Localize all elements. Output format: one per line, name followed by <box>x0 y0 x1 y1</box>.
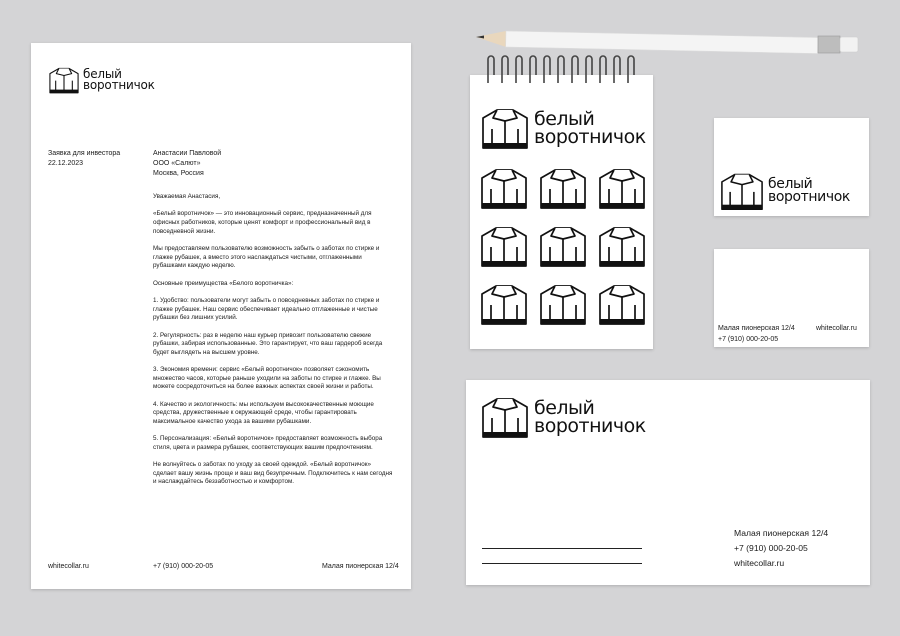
brand-name-line2: воротничок <box>768 189 850 205</box>
shirt-icon <box>597 223 647 269</box>
shirt-icon <box>479 281 529 327</box>
paragraph: 3. Экономия времени: сервис «Белый воротничок» позволяет сэкономить множество часов, которые раньше уходили на заботы по стирке и глажке. Вы можете сосредоточиться на более важных аспектах своей жизни и работы. <box>153 366 381 391</box>
card-address: Малая пионерская 12/4 <box>718 325 795 332</box>
shirt-icon <box>48 65 80 95</box>
address-line-field <box>482 563 642 564</box>
envelope-address: Малая пионерская 12/4 <box>734 528 829 538</box>
shirt-icon <box>538 165 588 211</box>
paragraph: 5. Персонализация: «Белый воротничок» предоставляет возможность выбора стиля, цвета и размера рубашек, соответствующих вашим предпочтениям. <box>153 435 383 451</box>
paragraph: «Белый воротничок» — это инновационный сервис, предназначенный для офисных работников, которые ценят комфорт и профессиональный вид в повседневной жизни. <box>153 210 372 235</box>
brand-name-line2: воротничок <box>534 126 646 148</box>
paragraph: Не волнуйтесь о заботах по уходу за своей одеждой. «Белый воротничок» сделает вашу жизнь проще и ваш вид безупречным. Подключитесь к нам сегодня и наслаждайтесь беззаботностью и комфортом. <box>153 461 393 486</box>
letter-meta <box>48 149 120 169</box>
brand-logo <box>480 105 646 151</box>
shirt-icon <box>538 281 588 327</box>
greeting: Уважаемая Анастасия, <box>153 193 221 200</box>
business-card-front <box>714 118 869 216</box>
brand-logo <box>719 170 850 212</box>
pencil <box>476 28 861 54</box>
paragraph: Основные преимущества «Белого воротничка»: <box>153 279 294 287</box>
letter-date: 22.12.2023 <box>48 160 84 167</box>
shirt-pattern <box>479 165 647 327</box>
brand-logo <box>48 65 155 95</box>
notepad <box>470 75 653 349</box>
brand-name-line1: белый <box>768 175 813 192</box>
envelope-site: whitecollar.ru <box>734 558 785 568</box>
shirt-icon <box>538 223 588 269</box>
brand-name-line1: белый <box>83 66 122 81</box>
footer-site: whitecollar.ru <box>48 563 89 570</box>
letterhead <box>31 43 411 589</box>
paragraph: Мы предоставляем пользователю возможность забыть о заботах по стирке и глажке рубашек, а вместо этого наслаждаться чистыми, отглаженными рубашками каждую неделю. <box>153 244 380 270</box>
address-line: Москва, Россия <box>153 170 204 177</box>
shirt-icon <box>480 394 530 440</box>
footer-phone: +7 (910) 000-20-05 <box>153 563 214 570</box>
shirt-icon <box>719 170 765 212</box>
business-card-back <box>714 249 869 347</box>
shirt-icon <box>597 165 647 211</box>
recipient-label: Заявка для инвестора <box>48 150 121 157</box>
address-line: ООО «Салют» <box>153 160 201 167</box>
address-line-field <box>482 548 642 549</box>
envelope-phone: +7 (910) 000-20-05 <box>734 543 808 553</box>
paragraph: 1. Удобство: пользователи могут забыть о повседневных заботах по стирке и глажке рубашек. Наш сервис обеспечивает идеально отглаженные и чистые рубашки без лишних усилий. <box>153 296 380 322</box>
paragraph: 4. Качество и экологичность: мы используем высококачественные моющие средства, дружественные к окружающей среде, чтобы гарантировать максимальное качество ухода за вашими рубашками. <box>153 400 374 425</box>
letter-body <box>153 193 393 496</box>
spiral-binding <box>482 53 642 87</box>
shirt-icon <box>479 165 529 211</box>
return-address <box>734 526 828 571</box>
brand-name-line2: воротничок <box>83 78 155 92</box>
shirt-icon <box>480 105 530 151</box>
brand-name-line2: воротничок <box>534 415 646 437</box>
card-site: whitecollar.ru <box>816 325 857 332</box>
brand-logo <box>480 394 646 440</box>
shirt-icon <box>479 223 529 269</box>
brand-name-line1: белый <box>534 396 595 419</box>
paragraph: 2. Регулярность: раз в неделю наш курьер привозит пользователю свежие рубашки, забирая использованные. Это гарантирует, что ваш гардероб всегда будет выглядеть на высшем уровне. <box>153 331 383 356</box>
envelope <box>466 380 870 585</box>
shirt-icon <box>597 281 647 327</box>
card-phone: +7 (910) 000-20-05 <box>718 336 779 343</box>
recipient-address <box>153 149 221 179</box>
brand-name-line1: белый <box>534 107 595 130</box>
address-line: Анастасии Павловой <box>153 150 222 157</box>
footer-address: Малая пионерская 12/4 <box>322 563 399 570</box>
